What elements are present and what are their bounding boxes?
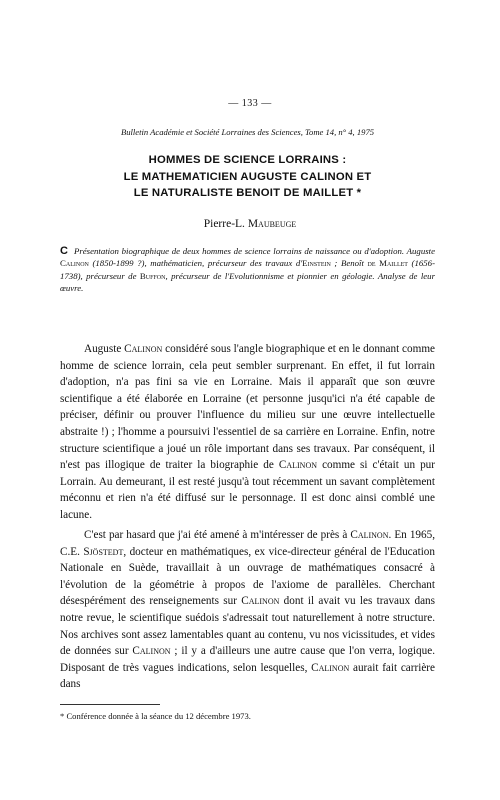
name-calinon: Calinon: [60, 258, 89, 269]
name-sjostedt: Sjöstedt: [83, 545, 124, 558]
name-calinon: Calinon: [124, 343, 163, 355]
journal-citation: Bulletin Académie et Société Lorraines des Sciences, Tome 14, n° 4, 1975: [120, 127, 375, 137]
paragraph-text: Auguste: [84, 343, 125, 355]
title-line-1: HOMMES DE SCIENCE LORRAINS :: [148, 154, 347, 166]
paragraph-text: . En 1965, C.E.: [60, 529, 435, 558]
title-line-3: LE NATURALISTE BENOIT DE MAILLET *: [133, 187, 362, 199]
paragraph-text: dont il avait vu les travaux dans notre revue, le scientifique suédois s'adressait tout naturellement à notre structure. Nos archives sont assez lamentables quant au contenu, vu nos vicissitudes, et vides de données sur: [60, 595, 436, 658]
footnote-divider: [60, 704, 160, 705]
body-paragraph-1: [60, 341, 435, 524]
abstract-text: , précurseur de l'Evolutionnisme et pionnier en géologie. Analyse de leur œuvre.: [60, 270, 436, 293]
name-calinon: Calinon: [311, 661, 350, 674]
name-de-maillet: de Maillet: [367, 258, 408, 269]
author-line: [0, 218, 500, 230]
name-einstein: Einstein: [302, 258, 331, 269]
paragraph-text: comme si c'était un pur Lorrain. Au demeurant, il est resté jusqu'à tout récemment un savant complètement méconnu et rien n'a été diffusé sur le personnage. Il est donc ainsi comblé une lacune.: [60, 459, 436, 521]
page-number: — 133 —: [228, 98, 272, 109]
abstract: [60, 245, 435, 294]
paragraph-text: C'est par hasard que j'ai été amené à m'intéresser de près à: [84, 529, 351, 541]
author-family-name: Maubeuge: [247, 218, 297, 230]
article-title: [60, 152, 435, 202]
name-calinon: Calinon: [350, 529, 389, 541]
paragraph-text: aurait fait carrière dans: [60, 661, 435, 691]
abstract-mark: C: [60, 245, 68, 257]
name-calinon: Calinon: [132, 645, 171, 658]
name-buffon: Buffon: [139, 270, 166, 281]
paragraph-text: considéré sous l'angle biographique et en le donnant comme homme de science lorrain, cela peut sembler surprenant. En effet, il fut lorrain d'adoption, n'a pas fini sa vie en Lorraine. Mais il apparaît que son œuvre scientifique a été élaborée en Lorraine (et personne jusqu'ici n'a été capable de préciser, définir ou prouver l'influence du milieu sur une œuvre intellectuelle abstraite !) ; l'homme a poursuivi l'essentiel de sa carrière en Lorraine. Enfin, notre structure scientifique a joué un rôle important dans ses travaux. Par conséquent, il n'est pas illogique de traiter la biographie de: [60, 343, 435, 472]
name-calinon: Calinon: [241, 595, 280, 608]
abstract-text: (1850-1899 ?), mathématicien, précurseur des travaux d': [88, 258, 303, 269]
abstract-text: (1656-1738), précurseur de: [60, 258, 436, 281]
name-calinon: Calinon: [278, 459, 318, 472]
abstract-text: ; Benoît: [330, 258, 368, 269]
paragraph-text: ; il y a d'ailleurs une autre cause que l'on verra, logique. Disposant de très vagues indications, selon lesquelles,: [60, 645, 435, 674]
paragraph-text: , docteur en mathématiques, ex vice-directeur général de l'Education Nationale en Suède, travaillait à un ouvrage de mathématiques consacré à l'évolution de la géométrie à propos de l'axiome de parallèles. Cherchant désespérément des renseignements sur: [60, 545, 435, 608]
body-paragraph-2: [60, 527, 435, 693]
title-line-2: LE MATHEMATICIEN AUGUSTE CALINON ET: [123, 170, 372, 183]
author-given-name: Pierre-L.: [203, 218, 245, 230]
abstract-text: Présentation biographique de deux hommes de science lorrains de naissance ou d'adoption. Auguste: [73, 246, 435, 256]
footnote: * Conférence donnée à la séance du 12 décembre 1973.: [60, 711, 251, 721]
